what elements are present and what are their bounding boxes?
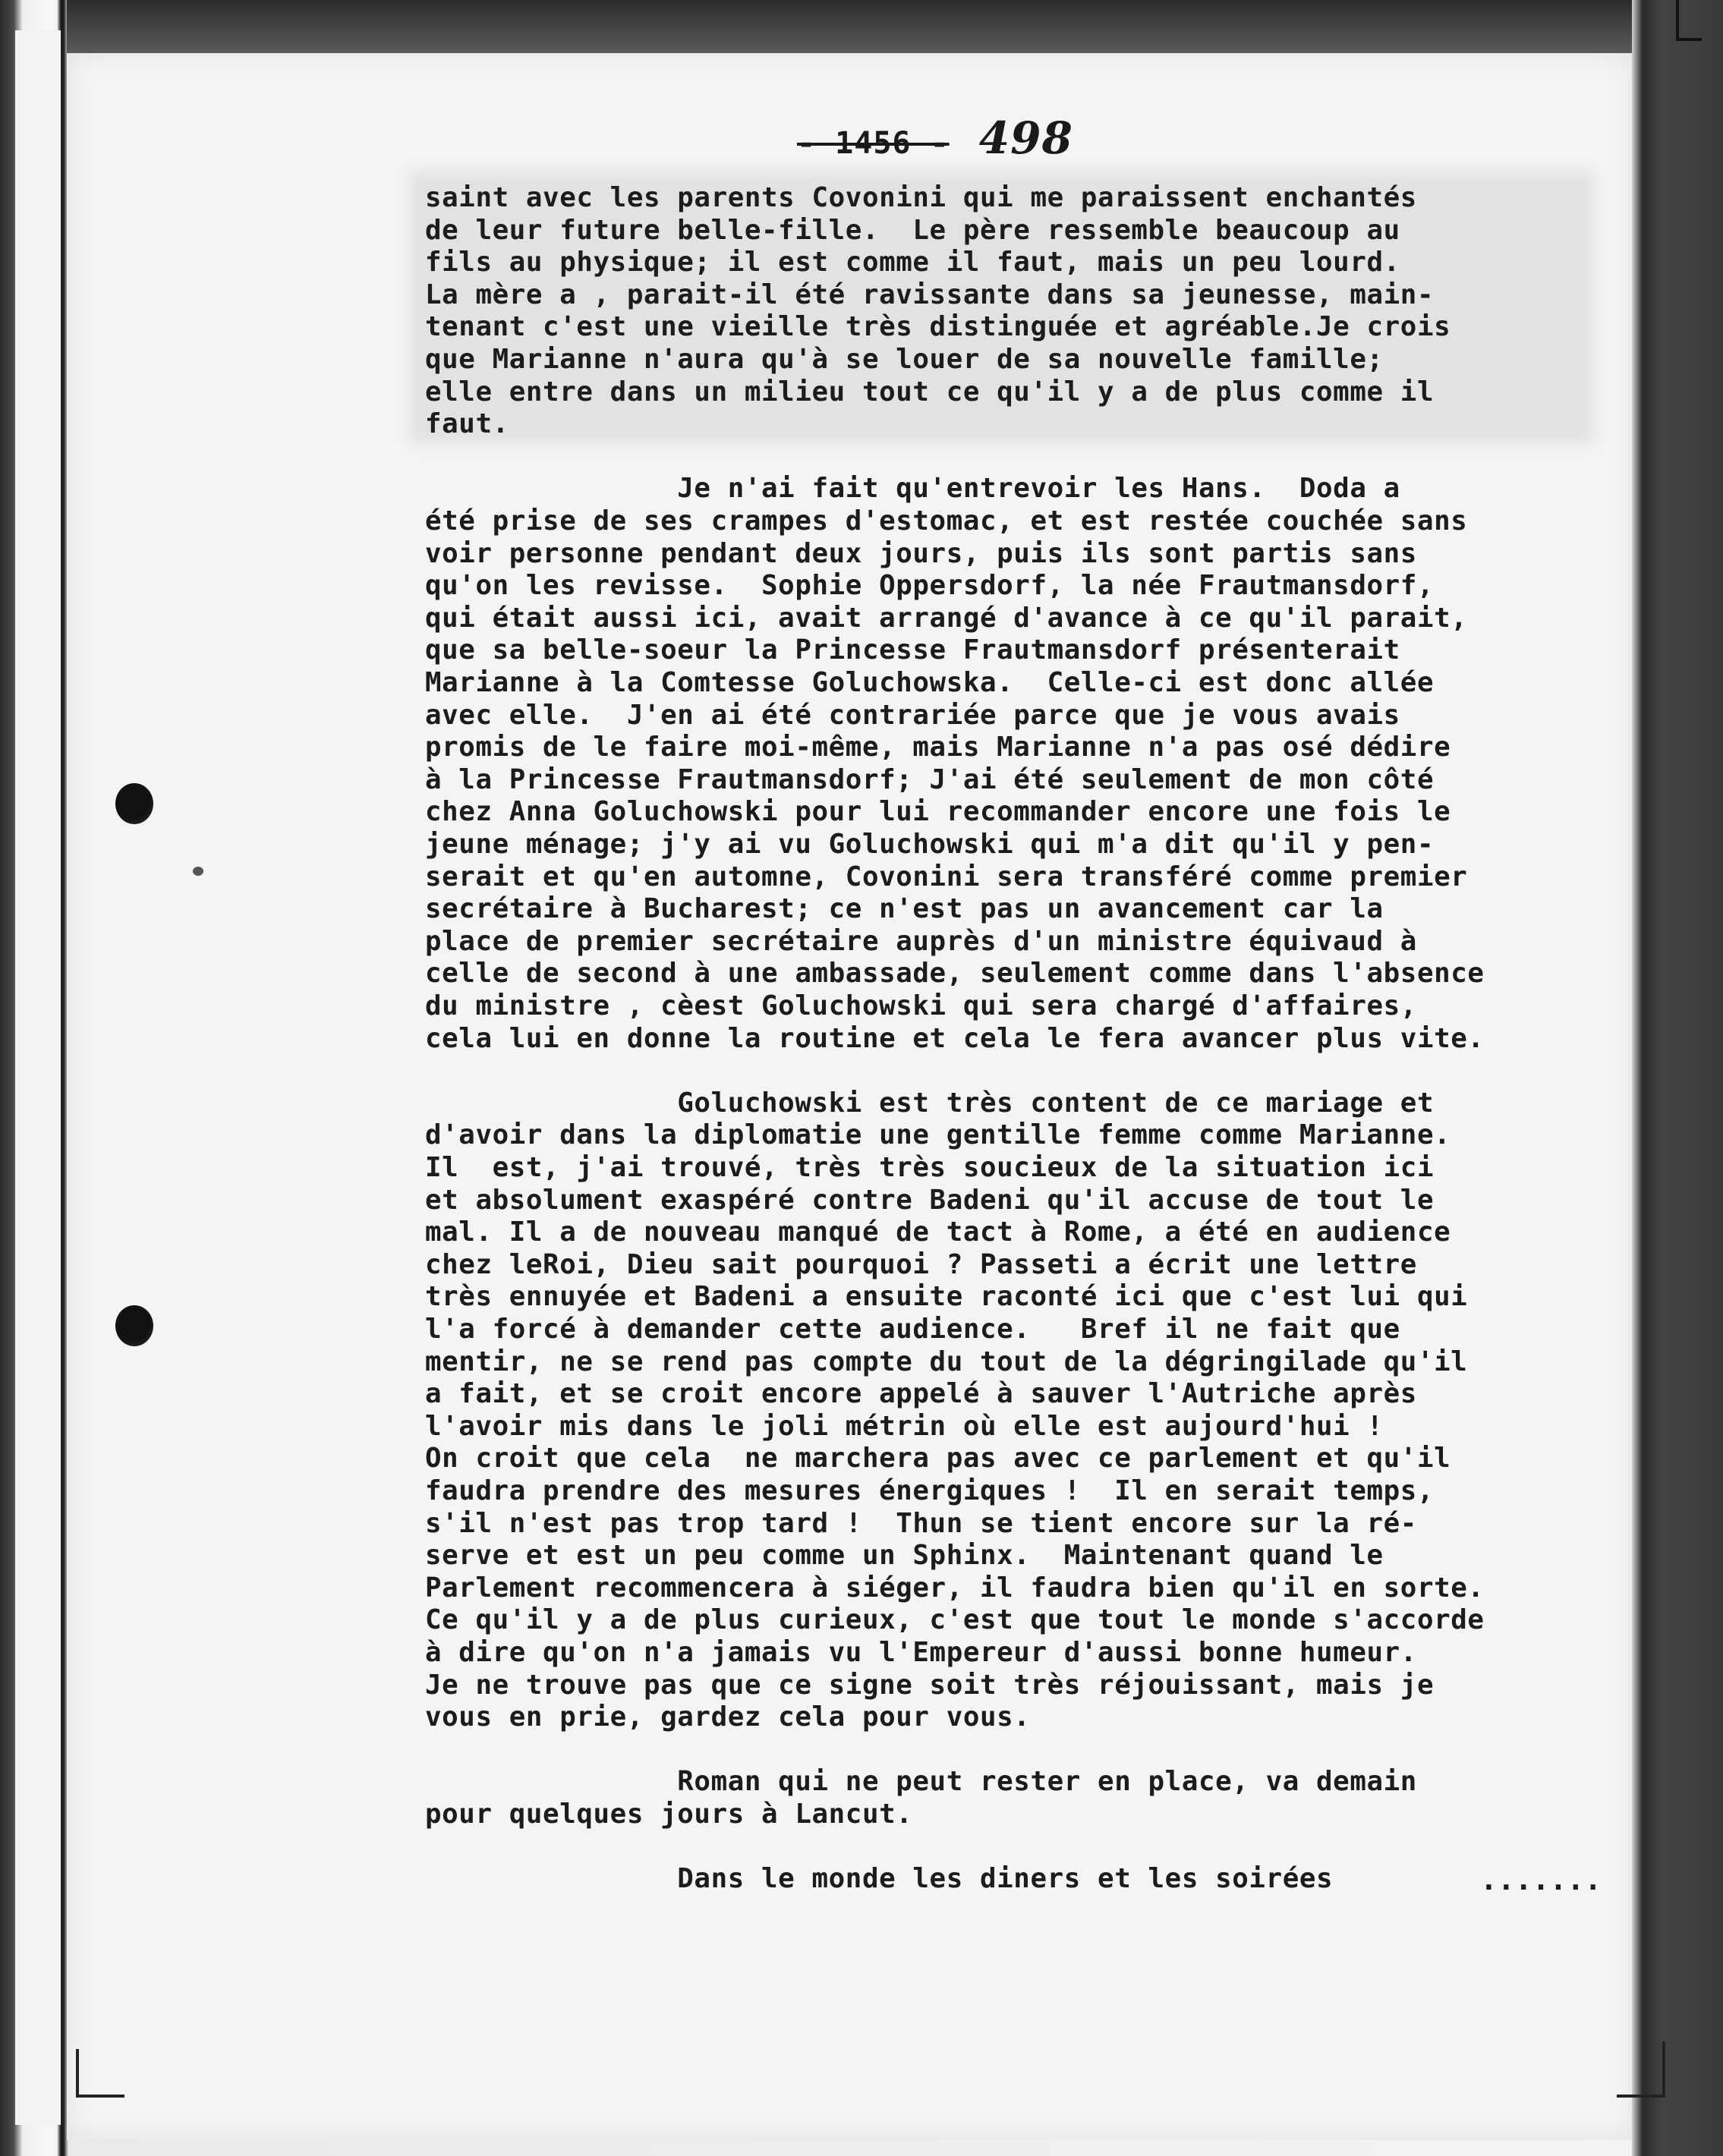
text-line: La mère a , parait-il été ravissante dans sa jeunesse, main-: [425, 279, 1435, 310]
punch-hole-lower: [115, 1305, 153, 1346]
scan-top-border: [67, 0, 1636, 53]
text-line: l'avoir mis dans le joli métrin où elle est aujourd'hui !: [425, 1410, 1384, 1442]
text-line: Ce qu'il y a de plus curieux, c'est que tout le monde s'accorde: [425, 1604, 1485, 1636]
text-line: tenant c'est une vieille très distinguée et agréable.Je crois: [425, 311, 1451, 343]
text-line: a fait, et se croit encore appelé à sauver l'Autriche après: [425, 1378, 1417, 1410]
text-line: secrétaire à Bucharest; ce n'est pas un avancement car la: [425, 893, 1384, 925]
text-line: de leur future belle-fille. Le père ressemble beaucoup au: [425, 214, 1400, 246]
text-line: faut.: [425, 408, 509, 440]
text-line: elle entre dans un milieu tout ce qu'il y a de plus comme il: [425, 376, 1435, 408]
scan-right-border: [1632, 0, 1723, 2156]
text-line: vous en prie, gardez cela pour vous.: [425, 1701, 1031, 1733]
text-line: pour quelques jours à Lancut.: [425, 1799, 913, 1830]
bottom-left-bracket: [76, 2049, 124, 2098]
text-line: Roman qui ne peut rester en place, va demain: [425, 1766, 1417, 1798]
text-line: Parlement recommencera à siéger, il faudra bien qu'il en sorte.: [425, 1572, 1485, 1604]
text-line: que sa belle-soeur la Princesse Frautmansdorf présenterait: [425, 634, 1400, 666]
text-line: Marianne à la Comtesse Goluchowska. Celle-ci est donc allée: [425, 667, 1435, 698]
text-line: qu'on les revisse. Sophie Oppersdorf, la née Frautmansdorf,: [425, 570, 1435, 602]
text-line: mal. Il a de nouveau manqué de tact à Rome, a été en audience: [425, 1216, 1451, 1248]
adjacent-page-edge: [15, 30, 63, 2125]
text-line: chez leRoi, Dieu sait pourquoi ? Passeti a écrit une lettre: [425, 1248, 1417, 1280]
text-line: qui était aussi ici, avait arrangé d'avance à ce qu'il parait,: [425, 602, 1468, 634]
ink-speck: [193, 867, 203, 876]
text-line: Dans le monde les diners et les soirées: [425, 1863, 1334, 1895]
text-line: Goluchowski est très content de ce mariage et: [425, 1087, 1435, 1119]
text-line: On croit que cela ne marchera pas avec ce parlement et qu'il: [425, 1443, 1451, 1475]
text-line: serait et qu'en automne, Covonini sera transféré comme premier: [425, 861, 1468, 892]
text-line: cela lui en donne la routine et cela le fera avancer plus vite.: [425, 1022, 1485, 1054]
text-line: à dire qu'on n'a jamais vu l'Empereur d'aussi bonne humeur.: [425, 1637, 1417, 1668]
text-line: saint avec les parents Covonini qui me paraissent enchantés: [425, 182, 1417, 213]
text-line: l'a forcé à demander cette audience. Bref il ne fait que: [425, 1314, 1400, 1345]
page-number-handwritten: 498: [978, 112, 1073, 164]
text-line: serve et est un peu comme un Sphinx. Maintenant quand le: [425, 1540, 1384, 1572]
text-line: fils au physique; il est comme il faut, mais un peu lourd.: [425, 247, 1400, 279]
text-line: promis de le faire moi-même, mais Marianne n'a pas osé dédire: [425, 732, 1451, 763]
text-line: jeune ménage; j'y ai vu Goluchowski qui m'a dit qu'il y pen-: [425, 829, 1435, 860]
text-line: voir personne pendant deux jours, puis ils sont partis sans: [425, 537, 1417, 569]
text-line: d'avoir dans la diplomatie une gentille femme comme Marianne.: [425, 1119, 1451, 1151]
text-line: Je n'ai fait qu'entrevoir les Hans. Doda a: [425, 473, 1400, 505]
text-line: Il est, j'ai trouvé, très très soucieux de la situation ici: [425, 1152, 1435, 1183]
punch-hole-upper: [115, 783, 153, 824]
text-line: à la Princesse Frautmansdorf; J'ai été seulement de mon côté: [425, 763, 1435, 795]
text-line: très ennuyée et Badeni a ensuite raconté ici que c'est lui qui: [425, 1281, 1468, 1313]
page-number-struck: - 1456 -: [797, 126, 950, 161]
text-line: et absolument exaspéré contre Badeni qu'il accuse de tout le: [425, 1184, 1435, 1216]
text-line: place de premier secrétaire auprès d'un ministre équivaud à: [425, 925, 1417, 957]
continuation-dots: .......: [1480, 1863, 1602, 1896]
text-line: s'il n'est pas trop tard ! Thun se tient encore sur la ré-: [425, 1507, 1417, 1539]
text-line: mentir, ne se rend pas compte du tout de la dégringilade qu'il: [425, 1346, 1468, 1377]
text-line: que Marianne n'aura qu'à se louer de sa nouvelle famille;: [425, 344, 1384, 375]
text-line: avec elle. J'en ai été contrariée parce que je vous avais: [425, 699, 1400, 731]
text-line: du ministre , cèest Goluchowski qui sera chargé d'affaires,: [425, 990, 1417, 1021]
corner-mark: [1676, 0, 1702, 41]
text-line: celle de second à une ambassade, seulement comme dans l'absence: [425, 958, 1485, 990]
text-line: faudra prendre des mesures énergiques ! Il en serait temps,: [425, 1475, 1435, 1506]
text-line: chez Anna Goluchowski pour lui recommander encore une fois le: [425, 796, 1451, 828]
bottom-right-bracket: [1617, 2041, 1665, 2098]
text-line: été prise de ses crampes d'estomac, et est restée couchée sans: [425, 505, 1468, 537]
text-line: Je ne trouve pas que ce signe soit très réjouissant, mais je: [425, 1669, 1435, 1701]
page-number: [797, 112, 1073, 164]
